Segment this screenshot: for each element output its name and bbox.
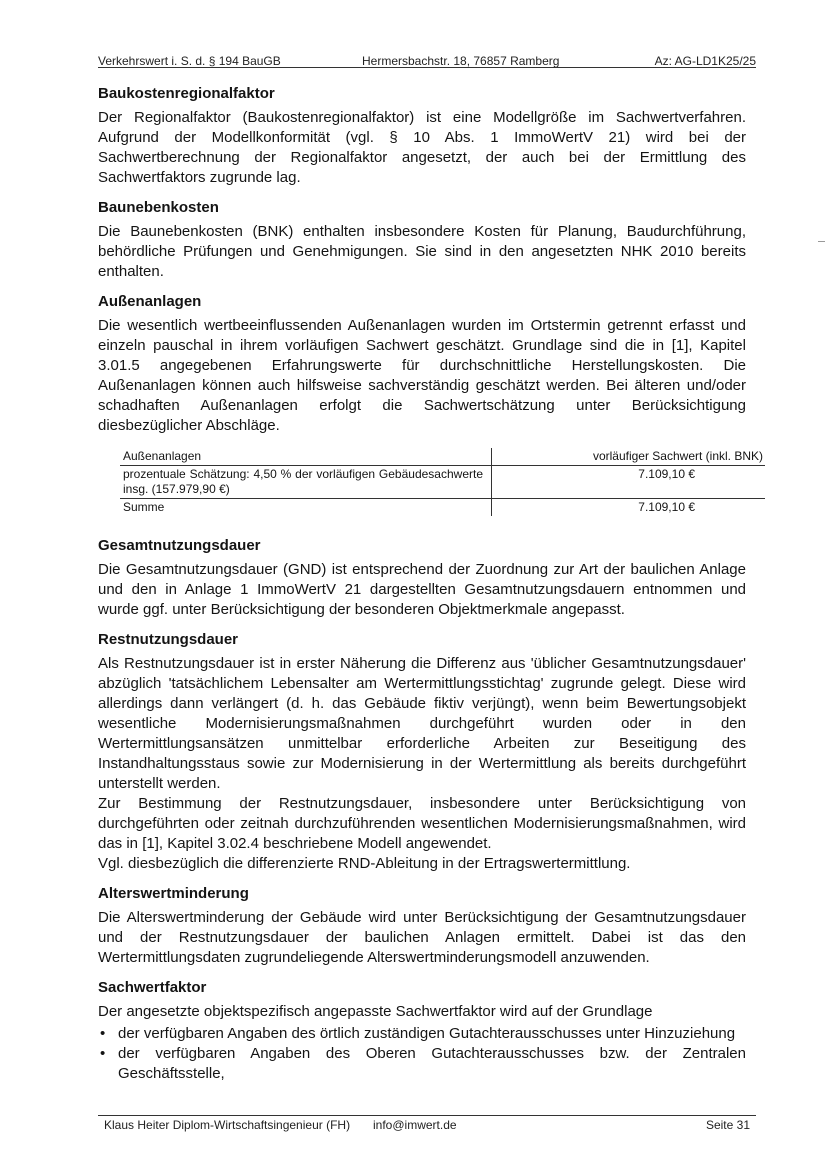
section-restnutzungsdauer [98, 630, 746, 874]
section-title: Restnutzungsdauer [98, 631, 239, 648]
footer-author: Klaus Heiter Diplom-Wirtschaftsingenieur (FH) [104, 1118, 351, 1132]
section-text: Die Gesamtnutzungsdauer (GND) ist entsprechend der Zuordnung zur Art der baulichen Anlage und den in Anlage 1 ImmoWertV 21 dargestellten Gesamtnutzungsdauern entnommen und wurde ggf. unter Berücksichtigung der besonderen Objektmerkmale angepasst. [98, 561, 746, 618]
footer-divider [98, 1115, 756, 1116]
main-content [98, 84, 763, 1094]
section-text: Zur Bestimmung der Restnutzungsdauer, insbesondere unter Berücksichtigung von durchgeführten oder zeitnah durchzuführenden wesentlichen Modernisierungsmaßnahmen, wird das in [1], Kapitel 3.02.4 beschriebene Modell angewendet. [98, 795, 746, 852]
header-left: Verkehrswert i. S. d. § 194 BauGB [98, 54, 281, 68]
header-divider [98, 67, 756, 68]
section-alterswertminderung [98, 884, 746, 968]
section-text: Die Alterswertminderung der Gebäude wird unter Berücksichtigung der Gesamtnutzungsdauer und der Restnutzungsdauer der baulichen Anlagen ermittelt. Dabei ist das den Wertermittlungsdaten zugrundeliegende Alterswertminderungsmodell anzuwenden. [98, 909, 746, 966]
aussenanlagen-table [120, 448, 765, 516]
section-text: Der angesetzte objektspezifisch angepasste Sachwertfaktor wird auf der Grundlage [98, 1003, 653, 1020]
footer-email[interactable]: info@imwert.de [373, 1118, 457, 1132]
list-item [98, 1044, 746, 1084]
table-row [120, 466, 765, 499]
section-text: Als Restnutzungsdauer ist in erster Näherung die Differenz aus 'üblicher Gesamtnutzungsdauer' abzüglich 'tatsächlichem Lebensalter am Wertermittlungsstichtag' zugrunde gelegt. Diese wird allerdings dann verlängert (d. h. das Gebäude fiktiv verjüngt), wenn beim Bewertungsobjekt wesentliche Modernisierungsmaßnahmen durchgeführt wurden oder in den Wertermittlungsansätzen unmittelbar erforderliche Arbeiten zur Beseitigung des Instandhaltungsstaus sowie zur Modernisierung in der Wertermittlung als bereits durchgeführt unterstellt werden. [98, 655, 746, 792]
table-cell: 7.109,10 € [492, 466, 766, 499]
section-title: Gesamtnutzungsdauer [98, 537, 261, 554]
bullet-icon: • [100, 1045, 106, 1062]
table-cell: Summe [123, 500, 165, 514]
section-title: Baunebenkosten [98, 199, 219, 216]
section-title: Baukostenregionalfaktor [98, 85, 275, 102]
section-sachwertfaktor [98, 978, 746, 1084]
section-baunebenkosten [98, 198, 746, 282]
section-title: Sachwertfaktor [98, 979, 207, 996]
list-item [98, 1024, 746, 1044]
section-title: Alterswertminderung [98, 885, 249, 902]
list-item-text: der verfügbaren Angaben des örtlich zuständigen Gutachterausschusses unter Hinzuziehung [118, 1025, 736, 1042]
margin-mark [818, 241, 825, 242]
bullet-list [98, 1024, 746, 1084]
section-regionalfaktor [98, 84, 746, 188]
section-text: Vgl. diesbezüglich die differenzierte RND-Ableitung in der Ertragswertermittlung. [98, 855, 631, 872]
section-text: Der Regionalfaktor (Baukostenregionalfaktor) ist eine Modellgröße im Sachwertverfahren. Aufgrund der Modellkonformität (vgl. § 10 Abs. 1 ImmoWertV 21) wird bei der Sachwertberechnung der Regionalfaktor angesetzt, der auch bei der Ermittlung des Sachwertfaktors zugrunde lag. [98, 109, 746, 186]
section-aussenanlagen [98, 292, 763, 516]
table-header-cell: Außenanlagen [120, 448, 492, 466]
section-text: Die Baunebenkosten (BNK) enthalten insbesondere Kosten für Planung, Baudurchführung, behördliche Prüfungen und Genehmigungen. Sie sind in den angesetzten NHK 2010 bereits enthalten. [98, 223, 746, 280]
footer-page-number: Seite 31 [705, 1118, 750, 1132]
section-title: Außenanlagen [98, 293, 202, 310]
table-header-cell: vorläufiger Sachwert (inkl. BNK) [492, 448, 766, 466]
table-cell: prozentuale Schätzung: 4,50 % der vorläufigen Gebäudesachwerte insg. (157.979,90 €) [120, 466, 492, 499]
header-right: Az: AG-LD1K25/25 [654, 54, 756, 68]
header-center: Hermersbachstr. 18, 76857 Ramberg [362, 54, 560, 68]
bullet-icon: • [100, 1025, 106, 1042]
table-header-row [120, 448, 765, 466]
table-sum-row [120, 499, 765, 517]
table-cell: 7.109,10 € [492, 499, 766, 517]
list-item-text: der verfügbaren Angaben des Oberen Gutachterausschusses bzw. der Zentralen Geschäftsstelle, [118, 1045, 746, 1082]
section-gesamtnutzungsdauer [98, 536, 746, 620]
section-text: Die wesentlich wertbeeinflussenden Außenanlagen wurden im Ortstermin getrennt erfasst und einzeln pauschal in ihrem vorläufigen Sachwert geschätzt. Grundlage sind die in [1], Kapitel 3.01.5 angegebenen Erfahrungswerte für durchschnittliche Herstellungskosten. Die Außenanlagen können auch hilfsweise sachverständig geschätzt werden. Bei älteren und/oder schadhaften Außenanlagen erfolgt die Sachwertschätzung unter Berücksichtigung diesbezüglicher Abschläge. [98, 317, 746, 434]
